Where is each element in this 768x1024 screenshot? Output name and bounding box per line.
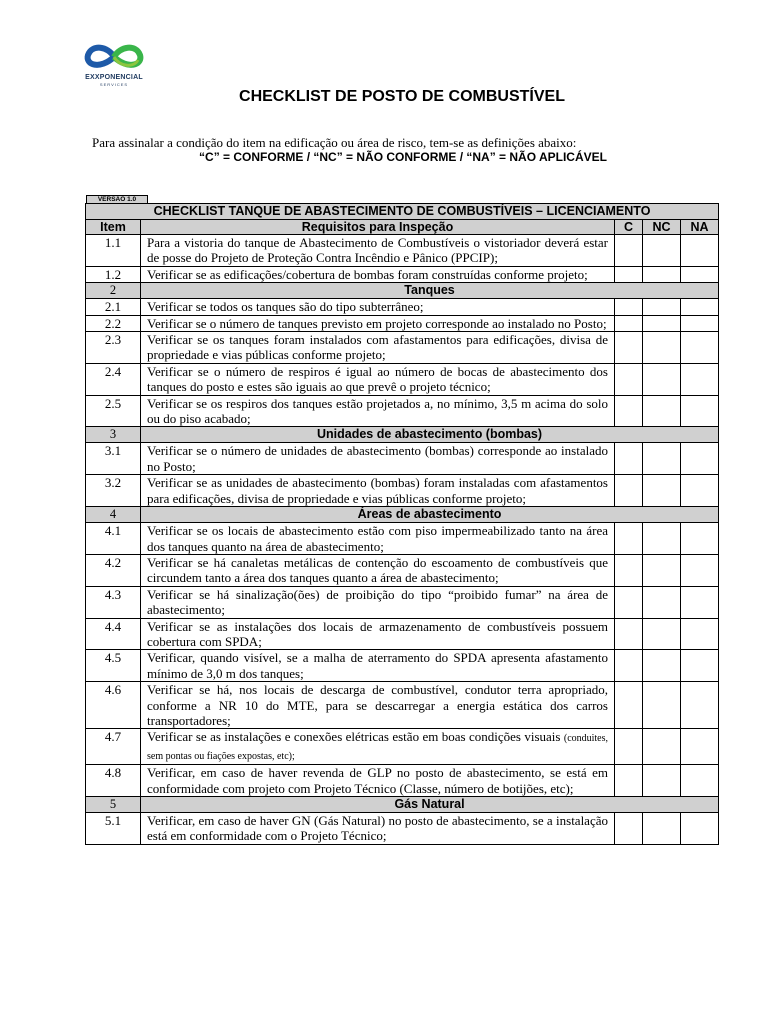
- item-number: 2.3: [86, 332, 141, 364]
- section-title: Tanques: [141, 283, 719, 299]
- requirement-cell: [141, 299, 615, 315]
- section-number: 2: [86, 283, 141, 299]
- section-row: [86, 797, 719, 813]
- item-number: 4.1: [86, 523, 141, 555]
- requirement-text: Verificar, em caso de haver revenda de GLP no posto de abastecimento, se está em conformidade com projeto com Projeto Técnico (Classe, número de botijões, etc);: [147, 765, 608, 796]
- document-title: CHECKLIST DE POSTO DE COMBUSTÍVEL: [239, 88, 565, 105]
- requirement-text: Verificar, em caso de haver GN (Gás Natural) no posto de abastecimento, se a instalação está em conformidade com o Projeto Técnico;: [147, 813, 608, 844]
- check-cell-na[interactable]: [681, 315, 719, 331]
- requirement-cell: [141, 554, 615, 586]
- check-cell-c[interactable]: [615, 618, 643, 650]
- item-number: 4.5: [86, 650, 141, 682]
- item-number: 4.2: [86, 554, 141, 586]
- check-cell-na[interactable]: [681, 299, 719, 315]
- check-cell-c[interactable]: [615, 765, 643, 797]
- check-cell-nc[interactable]: [643, 729, 681, 765]
- requirement-cell: [141, 395, 615, 427]
- item-number: 4.6: [86, 682, 141, 729]
- check-cell-nc[interactable]: [643, 299, 681, 315]
- check-cell-nc[interactable]: [643, 650, 681, 682]
- item-number: 4.4: [86, 618, 141, 650]
- check-cell-na[interactable]: [681, 443, 719, 475]
- check-cell-na[interactable]: [681, 618, 719, 650]
- requirement-cell: [141, 266, 615, 282]
- check-cell-c[interactable]: [615, 523, 643, 555]
- section-title: Áreas de abastecimento: [141, 507, 719, 523]
- check-cell-nc[interactable]: [643, 332, 681, 364]
- item-number: 2.2: [86, 315, 141, 331]
- requirement-cell: [141, 523, 615, 555]
- section-row: [86, 507, 719, 523]
- check-cell-c[interactable]: [615, 315, 643, 331]
- requirement-cell: [141, 765, 615, 797]
- column-header-row: [86, 220, 719, 235]
- requirement-cell: [141, 650, 615, 682]
- table-row: [86, 523, 719, 555]
- requirement-text: Verificar se o número de unidades de abastecimento (bombas) corresponde ao instalado no Posto;: [147, 443, 608, 474]
- check-cell-c[interactable]: [615, 395, 643, 427]
- requirement-cell: [141, 363, 615, 395]
- requirement-text: Verificar se há, nos locais de descarga de combustível, condutor terra apropriado, conforme a NR 10 do MTE, para se descarregar a energia estática dos carros transportadores;: [147, 682, 608, 728]
- check-cell-c[interactable]: [615, 813, 643, 845]
- check-cell-na[interactable]: [681, 650, 719, 682]
- item-number: 3.1: [86, 443, 141, 475]
- check-cell-nc[interactable]: [643, 586, 681, 618]
- section-title: Gás Natural: [141, 797, 719, 813]
- col-header-na: NA: [681, 220, 719, 235]
- company-logo: [78, 40, 150, 88]
- requirement-text: Verificar se as unidades de abastecimento (bombas) foram instaladas com afastamentos para edificações, divisa de propriedade e vias públicas conforme projeto;: [147, 475, 608, 506]
- requirement-text: Verificar se as instalações e conexões elétricas estão em boas condições visuais: [147, 729, 561, 745]
- table-row: [86, 586, 719, 618]
- table-row: [86, 554, 719, 586]
- table-row: [86, 650, 719, 682]
- requirement-cell: [141, 332, 615, 364]
- check-cell-nc[interactable]: [643, 813, 681, 845]
- check-cell-nc[interactable]: [643, 618, 681, 650]
- table-row: [86, 299, 719, 315]
- check-cell-c[interactable]: [615, 475, 643, 507]
- check-cell-c[interactable]: [615, 299, 643, 315]
- check-cell-na[interactable]: [681, 554, 719, 586]
- item-number: 2.4: [86, 363, 141, 395]
- check-cell-c[interactable]: [615, 443, 643, 475]
- requirement-text: Verificar se as instalações dos locais de armazenamento de combustíveis possuem cobertura com SPDA;: [147, 618, 608, 649]
- requirement-cell: [141, 235, 615, 267]
- item-number: 1.1: [86, 235, 141, 267]
- col-header-item: Item: [86, 220, 141, 235]
- check-cell-na[interactable]: [681, 332, 719, 364]
- requirement-text: Para a vistoria do tanque de Abastecimento de Combustíveis o vistoriador deverá estar de posse do Projeto de Proteção Contra Incêndio e Pânico (PPCIP);: [147, 235, 608, 266]
- table-row: [86, 682, 719, 729]
- table-row: [86, 765, 719, 797]
- requirement-text: Verificar se os tanques foram instalados com afastamentos para edificações, divisa de propriedade e vias públicas conforme projeto;: [147, 332, 608, 363]
- check-cell-na[interactable]: [681, 266, 719, 282]
- check-cell-nc[interactable]: [643, 682, 681, 729]
- requirement-text: Verificar se há sinalização(ões) de proibição do tipo “proibido fumar” na área de abastecimento;: [147, 586, 608, 618]
- check-cell-c[interactable]: [615, 235, 643, 267]
- requirement-note: (conduites, sem pontas ou fiações expostas, etc);: [147, 733, 609, 762]
- item-number: 5.1: [86, 813, 141, 845]
- requirement-cell: [141, 813, 615, 845]
- section-row: [86, 283, 719, 299]
- section-row: [86, 427, 719, 443]
- table-row: [86, 813, 719, 845]
- intro-text: Para assinalar a condição do item na edificação ou área de risco, tem-se as definições abaixo:: [92, 135, 577, 150]
- requirement-cell: [141, 586, 615, 618]
- table-row: [86, 315, 719, 331]
- check-cell-nc[interactable]: [643, 765, 681, 797]
- requirement-text: Verificar se as edificações/cobertura de bombas foram construídas conforme projeto;: [147, 266, 588, 282]
- requirement-cell: [141, 443, 615, 475]
- requirement-text: Verificar se todos os tanques são do tipo subterrâneo;: [147, 299, 424, 315]
- table-heading: CHECKLIST TANQUE DE ABASTECIMENTO DE COMBUSTÍVEIS – LICENCIAMENTO: [86, 204, 719, 220]
- requirement-text: Verificar se o número de respiros é igual ao número de bocas de abastecimento dos tanques do posto e estes são iguais ao que prevê o projeto técnico;: [147, 363, 608, 395]
- check-cell-na[interactable]: [681, 729, 719, 765]
- infinity-logo-icon: [78, 40, 150, 74]
- check-cell-c[interactable]: [615, 363, 643, 395]
- table-row: [86, 475, 719, 507]
- col-header-c: C: [615, 220, 643, 235]
- check-cell-na[interactable]: [681, 765, 719, 797]
- check-cell-nc[interactable]: [643, 475, 681, 507]
- check-cell-nc[interactable]: [643, 363, 681, 395]
- item-number: 4.7: [86, 729, 141, 765]
- table-row: [86, 618, 719, 650]
- item-number: 4.3: [86, 586, 141, 618]
- table-row: [86, 363, 719, 395]
- check-cell-nc[interactable]: [643, 443, 681, 475]
- logo-name: EXXPONENCIAL: [85, 74, 143, 81]
- item-number: 2.5: [86, 395, 141, 427]
- check-cell-c[interactable]: [615, 554, 643, 586]
- item-number: 2.1: [86, 299, 141, 315]
- check-cell-na[interactable]: [681, 235, 719, 267]
- table-row: [86, 729, 719, 765]
- check-cell-nc[interactable]: [643, 235, 681, 267]
- check-cell-na[interactable]: [681, 682, 719, 729]
- checklist-table: [85, 203, 719, 845]
- table-row: [86, 332, 719, 364]
- section-number: 5: [86, 797, 141, 813]
- requirement-cell: [141, 682, 615, 729]
- table-row: [86, 395, 719, 427]
- check-cell-na[interactable]: [681, 523, 719, 555]
- table-row: [86, 235, 719, 267]
- legend-text: “C” = CONFORME / “NC” = NÃO CONFORME / “NA” = NÃO APLICÁVEL: [199, 150, 607, 164]
- version-tag: VERSÃO 1.0: [86, 195, 148, 204]
- check-cell-nc[interactable]: [643, 266, 681, 282]
- check-cell-c[interactable]: [615, 650, 643, 682]
- col-header-nc: NC: [643, 220, 681, 235]
- check-cell-na[interactable]: [681, 475, 719, 507]
- check-cell-c[interactable]: [615, 682, 643, 729]
- check-cell-nc[interactable]: [643, 554, 681, 586]
- check-cell-na[interactable]: [681, 395, 719, 427]
- check-cell-na[interactable]: [681, 363, 719, 395]
- requirement-text: Verificar, quando visível, se a malha de aterramento do SPDA apresenta afastamento mínimo de 3,0 m dos tanques;: [147, 650, 608, 681]
- requirement-text: Verificar se há canaletas metálicas de contenção do escoamento de combustíveis que circundem tanto a área dos tanques quanto a área de abastecimento;: [147, 554, 608, 586]
- logo-subtitle: SERVICES: [99, 82, 129, 87]
- check-cell-nc[interactable]: [643, 395, 681, 427]
- check-cell-c[interactable]: [615, 586, 643, 618]
- section-number: 4: [86, 507, 141, 523]
- item-number: 3.2: [86, 475, 141, 507]
- check-cell-c[interactable]: [615, 332, 643, 364]
- table-row: [86, 443, 719, 475]
- check-cell-na[interactable]: [681, 813, 719, 845]
- check-cell-c[interactable]: [615, 266, 643, 282]
- col-header-requirements: Requisitos para Inspeção: [141, 220, 615, 235]
- requirement-cell: [141, 618, 615, 650]
- check-cell-nc[interactable]: [643, 523, 681, 555]
- requirement-text: Verificar se os locais de abastecimento estão com piso impermeabilizado tanto na área dos tanques quanto na área de abastecimento;: [147, 523, 608, 554]
- item-number: 4.8: [86, 765, 141, 797]
- requirement-cell: [141, 729, 615, 765]
- section-number: 3: [86, 427, 141, 443]
- check-cell-na[interactable]: [681, 586, 719, 618]
- check-cell-c[interactable]: [615, 729, 643, 765]
- item-number: 1.2: [86, 266, 141, 282]
- requirement-cell: [141, 475, 615, 507]
- requirement-cell: [141, 315, 615, 331]
- requirement-text: Verificar se o número de tanques previsto em projeto corresponde ao instalado no Posto;: [147, 315, 607, 331]
- section-title: Unidades de abastecimento (bombas): [141, 427, 719, 443]
- check-cell-nc[interactable]: [643, 315, 681, 331]
- table-row: [86, 266, 719, 282]
- requirement-text: Verificar se os respiros dos tanques estão projetados a, no mínimo, 3,5 m acima do solo ou do piso acabado;: [147, 395, 608, 427]
- table-heading-row: [86, 204, 719, 220]
